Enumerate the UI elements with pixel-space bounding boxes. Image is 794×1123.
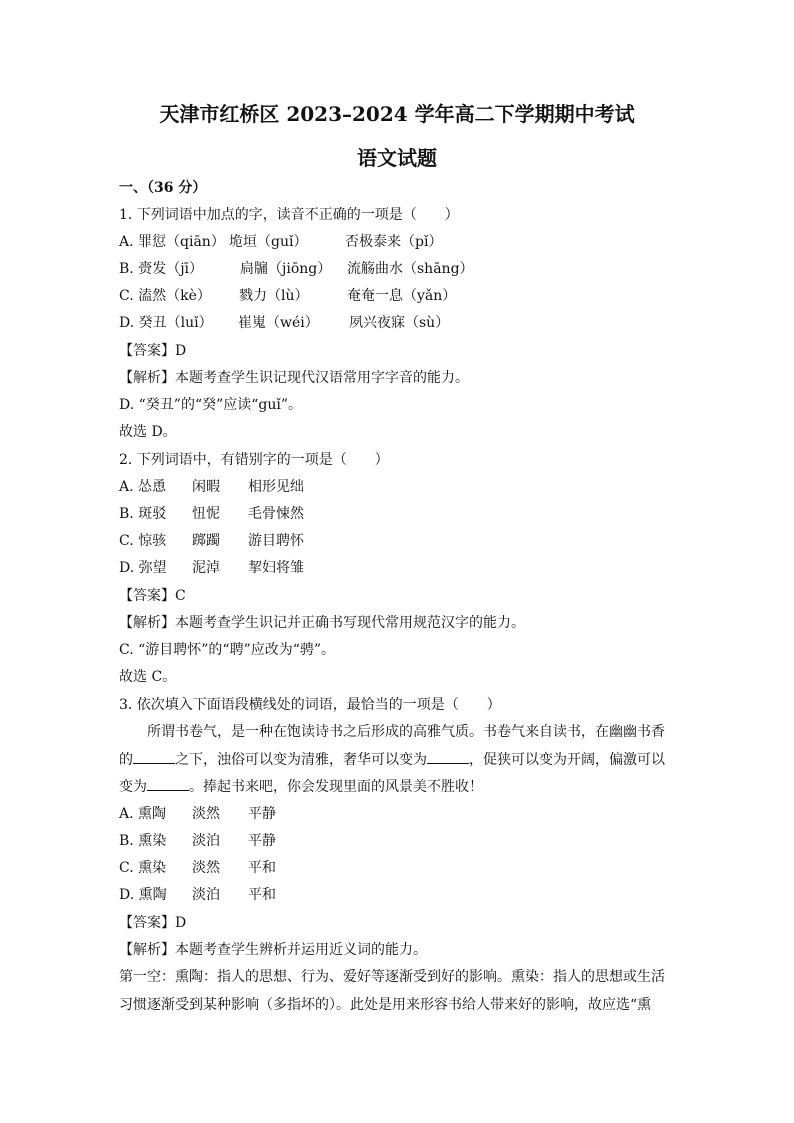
q1-a-col3: 否极泰来（pǐ） <box>345 234 443 250</box>
q2-analysis: 【解析】本题考查学生识记并正确书写现代常用规范汉字的能力。 <box>119 615 525 631</box>
q2-b-col2: 忸怩 <box>192 506 220 522</box>
q3-passage-3b: 。捧起书来吧，你会发现里面的风景美不胜收！ <box>189 779 483 795</box>
q1-b-col2: 扃牖（jiōng） <box>240 261 332 277</box>
q3-stem: 3. 依次填入下面语段横线处的词语，最恰当的一项是（ ） <box>119 697 501 713</box>
q2-b-col1: B. 斑驳 <box>119 506 167 522</box>
q2-d-col1: D. 弥望 <box>119 560 167 576</box>
q1-a-col1: A. 罪愆（qiān） <box>119 234 225 250</box>
q1-conclusion: 故选 D。 <box>119 424 177 440</box>
q3-c-col3: 平和 <box>248 860 276 876</box>
q2-b-col3: 毛骨悚然 <box>248 506 304 522</box>
q1-d-col3: 夙兴夜寐（sù） <box>349 315 450 331</box>
q3-a-col3: 平静 <box>248 806 276 822</box>
q3-b-col3: 平静 <box>248 833 276 849</box>
q3-d-col1: D. 熏陶 <box>119 887 167 903</box>
q3-blank-1 <box>133 749 175 764</box>
q2-c-col1: C. 惊骇 <box>119 533 167 549</box>
q3-c-col2: 淡然 <box>192 860 220 876</box>
q3-answer: 【答案】D <box>119 915 187 931</box>
q2-explanation: C. “游目聘怀”的“聘”应改为“骋”。 <box>119 642 336 658</box>
q2-a-col1: A. 怂恿 <box>119 479 167 495</box>
q2-d-col2: 泥淖 <box>192 560 220 576</box>
q1-c-col3: 奄奄一息（yǎn） <box>347 288 457 304</box>
q3-b-col1: B. 熏染 <box>119 833 167 849</box>
q2-a-col3: 相形见绌 <box>248 479 304 495</box>
q3-passage-2c: ，促狭可以变为开阔，偏激可以 <box>469 752 665 768</box>
q3-blank-3 <box>147 776 189 791</box>
q3-explanation-line-2: 习惯逐渐受到某种影响（多指坏的）。此处是用来形容书给人带来好的影响，故应选“熏 <box>119 997 652 1013</box>
q3-c-col1: C. 熏染 <box>119 860 167 876</box>
q1-answer: 【答案】D <box>119 343 187 359</box>
q2-c-col3: 游目聘怀 <box>248 533 304 549</box>
q3-explanation-line-1: 第一空：熏陶：指人的思想、行为、爱好等逐渐受到好的影响。熏染：指人的思想或生活 <box>119 969 665 985</box>
q3-passage-line-1: 所谓书卷气，是一种在饱读诗书之后形成的高雅气质。书卷气来自读书，在幽幽书香 <box>147 724 665 740</box>
q1-explanation: D. “癸丑”的“癸”应读“guǐ”。 <box>119 397 303 413</box>
q3-b-col2: 淡泊 <box>192 833 220 849</box>
q3-a-col2: 淡然 <box>192 806 220 822</box>
page-subtitle: 语文试题 <box>357 146 437 170</box>
q3-d-col2: 淡泊 <box>192 887 220 903</box>
q1-c-col1: C. 溘然（kè） <box>119 288 211 304</box>
q3-passage-2b: 之下，浊俗可以变为清雅，奢华可以变为 <box>175 752 427 768</box>
q2-answer: 【答案】C <box>119 588 186 604</box>
q3-blank-2 <box>427 749 469 764</box>
q2-c-col2: 踯躅 <box>192 533 220 549</box>
page-title: 天津市红桥区 2023–2024 学年高二下学期期中考试 <box>159 102 635 126</box>
q2-conclusion: 故选 C。 <box>119 669 177 685</box>
q1-stem: 1. 下列词语中加点的字，读音不正确的一项是（ ） <box>119 207 459 223</box>
q3-passage-3a: 变为 <box>119 779 147 795</box>
q3-passage-line-3 <box>119 776 483 797</box>
q3-d-col3: 平和 <box>248 887 276 903</box>
q1-c-col2: 戮力（lù） <box>239 288 309 304</box>
q2-stem: 2. 下列词语中，有错别字的一项是（ ） <box>119 452 389 468</box>
q1-a-col2: 垝垣（guǐ） <box>229 234 308 250</box>
q1-d-col1: D. 癸丑（luǐ） <box>119 315 213 331</box>
q1-b-col3: 流觞曲水（shāng） <box>347 261 474 277</box>
section-heading: 一、（36 分） <box>119 180 207 196</box>
q1-b-col1: B. 赍发（jī） <box>119 261 204 277</box>
q3-passage-line-2 <box>119 749 665 770</box>
q3-passage-2a: 的 <box>119 752 133 768</box>
q1-analysis: 【解析】本题考查学生识记现代汉语常用字字音的能力。 <box>119 370 469 386</box>
q2-d-col3: 挈妇将雏 <box>248 560 304 576</box>
q3-analysis: 【解析】本题考查学生辨析并运用近义词的能力。 <box>119 942 427 958</box>
q1-d-col2: 崔嵬（wéi） <box>238 315 319 331</box>
q2-a-col2: 闲暇 <box>192 479 220 495</box>
q3-a-col1: A. 熏陶 <box>119 806 167 822</box>
